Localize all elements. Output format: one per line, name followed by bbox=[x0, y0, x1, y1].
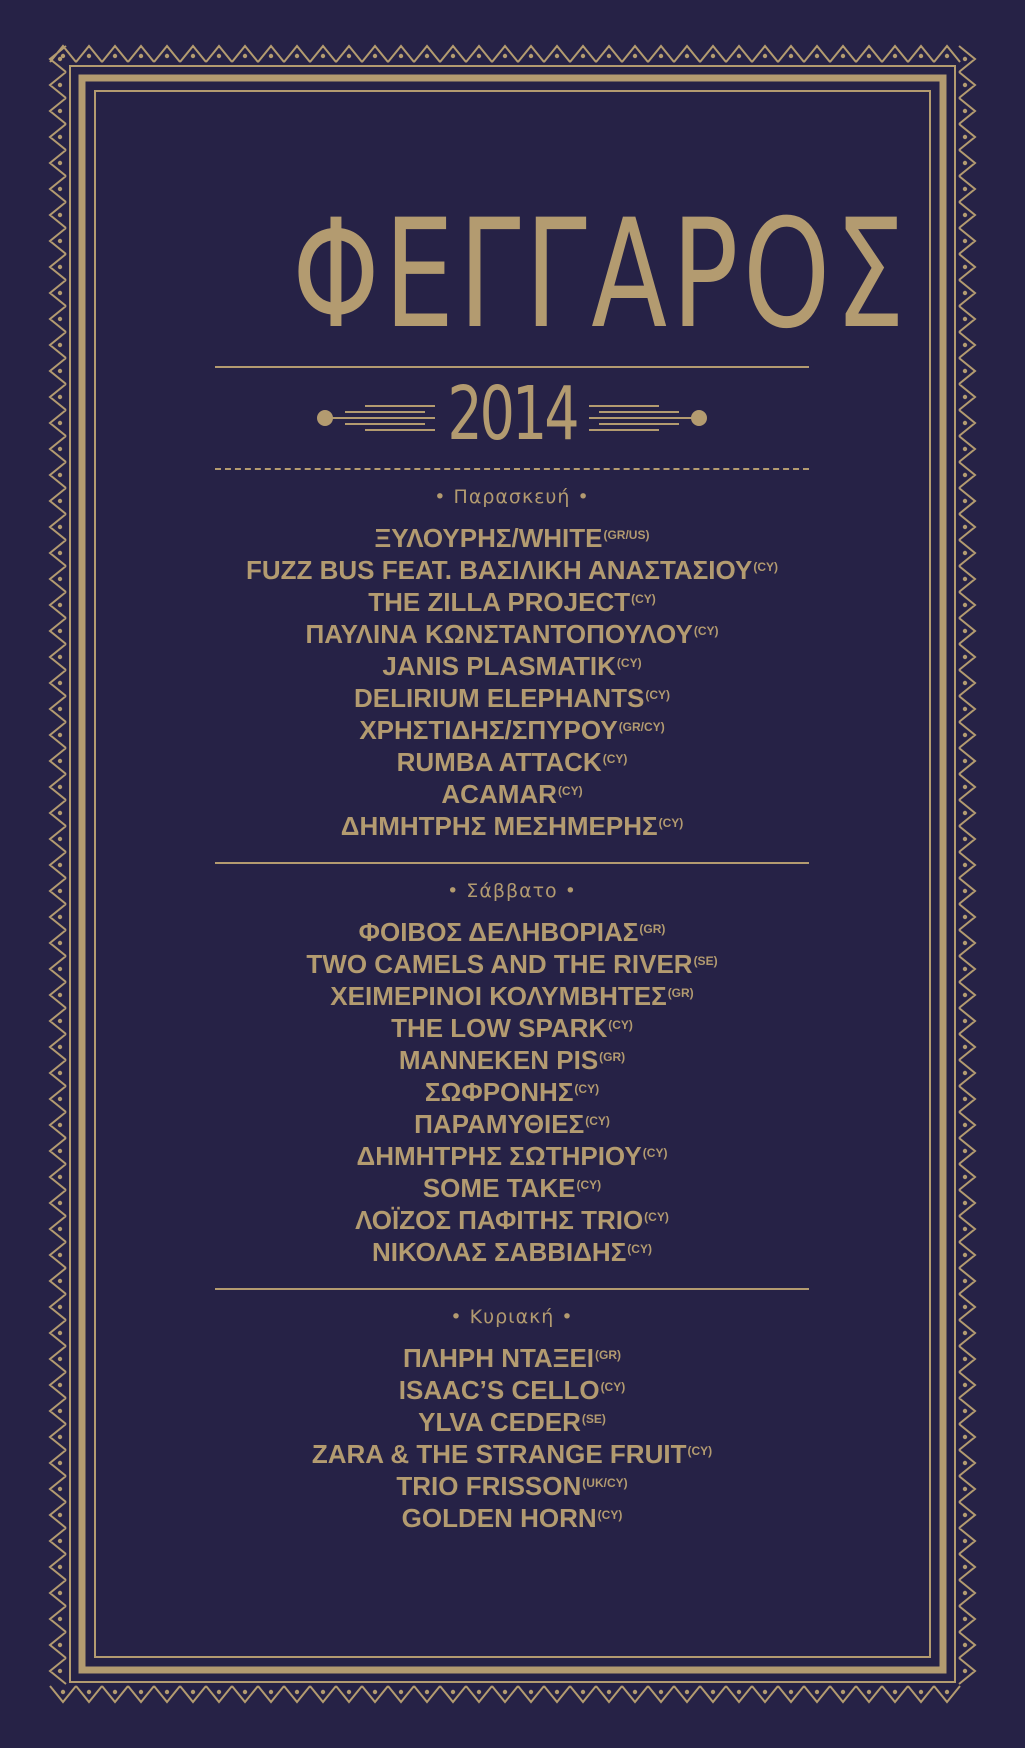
act-item bbox=[215, 650, 809, 682]
act-origin: (CY) bbox=[600, 1380, 626, 1394]
act-item bbox=[215, 1342, 809, 1374]
act-name: ΧΕΙΜΕΡΙΝΟΙ ΚΟΛΥΜΒΗΤΕΣ bbox=[330, 981, 667, 1011]
act-name: ΠΑΡΑΜΥΘΙΕΣ bbox=[414, 1109, 585, 1139]
act-name: JANIS PLASMATIK bbox=[382, 651, 616, 681]
lineup-sunday bbox=[215, 1342, 809, 1534]
act-name: THE ZILLA PROJECT bbox=[368, 587, 631, 617]
act-name: ΣΩΦΡΟΝΗΣ bbox=[424, 1077, 574, 1107]
act-item bbox=[215, 1012, 809, 1044]
day-friday bbox=[215, 484, 809, 842]
act-origin: (CY) bbox=[658, 816, 684, 830]
act-name: ΧΡΗΣΤΙΔΗΣ/ΣΠΥΡΟΥ bbox=[359, 715, 618, 745]
act-item bbox=[215, 554, 809, 586]
day-divider bbox=[215, 1288, 809, 1290]
act-item bbox=[215, 1140, 809, 1172]
act-origin: (GR) bbox=[639, 922, 666, 936]
act-origin: (CY) bbox=[557, 784, 583, 798]
act-name: DELIRIUM ELEPHANTS bbox=[353, 683, 645, 713]
day-saturday bbox=[215, 878, 809, 1268]
festival-title: ΦΕΓΓΑΡΟΣ bbox=[292, 188, 910, 362]
poster-content bbox=[215, 188, 910, 1534]
act-origin: (CY) bbox=[597, 1508, 623, 1522]
act-item bbox=[215, 916, 809, 948]
act-origin: (CY) bbox=[627, 1242, 652, 1256]
act-origin: (GR/US) bbox=[603, 528, 650, 542]
act-item bbox=[215, 778, 809, 810]
act-name: TRIO FRISSON bbox=[396, 1471, 582, 1501]
act-item bbox=[215, 1076, 809, 1108]
act-name: YLVA CEDER bbox=[418, 1407, 581, 1437]
act-item bbox=[215, 682, 809, 714]
act-origin: (CY) bbox=[693, 624, 719, 638]
act-name: ACAMAR bbox=[441, 779, 557, 809]
act-origin: (CY) bbox=[574, 1082, 600, 1096]
act-item bbox=[215, 1470, 809, 1502]
act-item bbox=[215, 1108, 809, 1140]
act-name: ΔΗΜΗΤΡΗΣ ΜΕΣΗΜΕΡΗΣ bbox=[340, 811, 658, 841]
act-item bbox=[215, 948, 809, 980]
act-origin: (CY) bbox=[576, 1178, 602, 1192]
act-name: TWO CAMELS AND THE RIVER bbox=[306, 949, 693, 979]
dashed-divider bbox=[215, 468, 809, 470]
act-origin: (GR) bbox=[595, 1348, 622, 1362]
act-origin: (CY) bbox=[631, 592, 656, 606]
act-item bbox=[215, 746, 809, 778]
act-origin: (CY) bbox=[585, 1114, 610, 1128]
act-item bbox=[215, 810, 809, 842]
act-item bbox=[215, 586, 809, 618]
year-row bbox=[215, 368, 809, 464]
act-item bbox=[215, 714, 809, 746]
act-name: ZARA & THE STRANGE FRUIT bbox=[311, 1439, 687, 1469]
act-item bbox=[215, 980, 809, 1012]
day-divider bbox=[215, 862, 809, 864]
lineup-saturday bbox=[215, 916, 809, 1268]
act-origin: (CY) bbox=[642, 1146, 668, 1160]
act-name: GOLDEN HORN bbox=[401, 1503, 597, 1533]
act-origin: (CY) bbox=[608, 1018, 633, 1032]
act-origin: (CY) bbox=[753, 560, 779, 574]
act-name: FUZZ BUS FEAT. ΒΑΣΙΛΙΚΗ ΑΝΑΣΤΑΣΙΟΥ bbox=[245, 555, 753, 585]
act-name: ΠΛΗΡΗ ΝΤΑΞΕΙ bbox=[402, 1343, 595, 1373]
act-origin: (CY) bbox=[644, 1210, 669, 1224]
act-name: MANNEKEN PIS bbox=[398, 1045, 599, 1075]
act-name: ΦΟΙΒΟΣ ΔΕΛΗΒΟΡΙΑΣ bbox=[358, 917, 639, 947]
festival-year: 2014 bbox=[447, 371, 577, 457]
act-item bbox=[215, 1172, 809, 1204]
day-label-friday: • Παρασκευή • bbox=[434, 486, 590, 508]
act-item bbox=[215, 618, 809, 650]
day-label-sunday: • Κυριακή • bbox=[450, 1306, 574, 1328]
act-name: ΞΥΛΟΥΡΗΣ/WHITE bbox=[374, 523, 603, 553]
act-item bbox=[215, 1406, 809, 1438]
day-label-saturday: • Σάββατο • bbox=[447, 880, 577, 902]
act-name: SOME TAKE bbox=[422, 1173, 576, 1203]
act-name: ΛΟΪΖΟΣ ΠΑΦΙΤΗΣ TRIO bbox=[355, 1205, 644, 1235]
act-name: ISAAC’S CELLO bbox=[398, 1375, 600, 1405]
act-origin: (SE) bbox=[581, 1412, 606, 1426]
act-origin: (CY) bbox=[645, 688, 670, 702]
lineup-friday bbox=[215, 522, 809, 842]
act-item bbox=[215, 522, 809, 554]
act-origin: (GR) bbox=[667, 986, 694, 1000]
act-origin: (CY) bbox=[602, 752, 628, 766]
act-origin: (CY) bbox=[616, 656, 642, 670]
act-item bbox=[215, 1502, 809, 1534]
act-name: ΠΑΥΛΙΝΑ ΚΩΝΣΤΑΝΤΟΠΟΥΛΟΥ bbox=[305, 619, 693, 649]
act-item bbox=[215, 1044, 809, 1076]
act-name: ΝΙΚΟΛΑΣ ΣΑΒΒΙΔΗΣ bbox=[372, 1237, 627, 1267]
act-name: ΔΗΜΗΤΡΗΣ ΣΩΤΗΡΙΟΥ bbox=[356, 1141, 642, 1171]
act-name: RUMBA ATTACK bbox=[396, 747, 602, 777]
act-origin: (CY) bbox=[687, 1444, 713, 1458]
act-item bbox=[215, 1236, 809, 1268]
act-name: THE LOW SPARK bbox=[391, 1013, 608, 1043]
act-origin: (GR/CY) bbox=[618, 720, 665, 734]
act-item bbox=[215, 1204, 809, 1236]
act-origin: (SE) bbox=[693, 954, 718, 968]
act-item bbox=[215, 1438, 809, 1470]
act-origin: (UK/CY) bbox=[582, 1476, 628, 1490]
act-origin: (GR) bbox=[599, 1050, 626, 1064]
act-item bbox=[215, 1374, 809, 1406]
day-sunday bbox=[215, 1304, 809, 1534]
